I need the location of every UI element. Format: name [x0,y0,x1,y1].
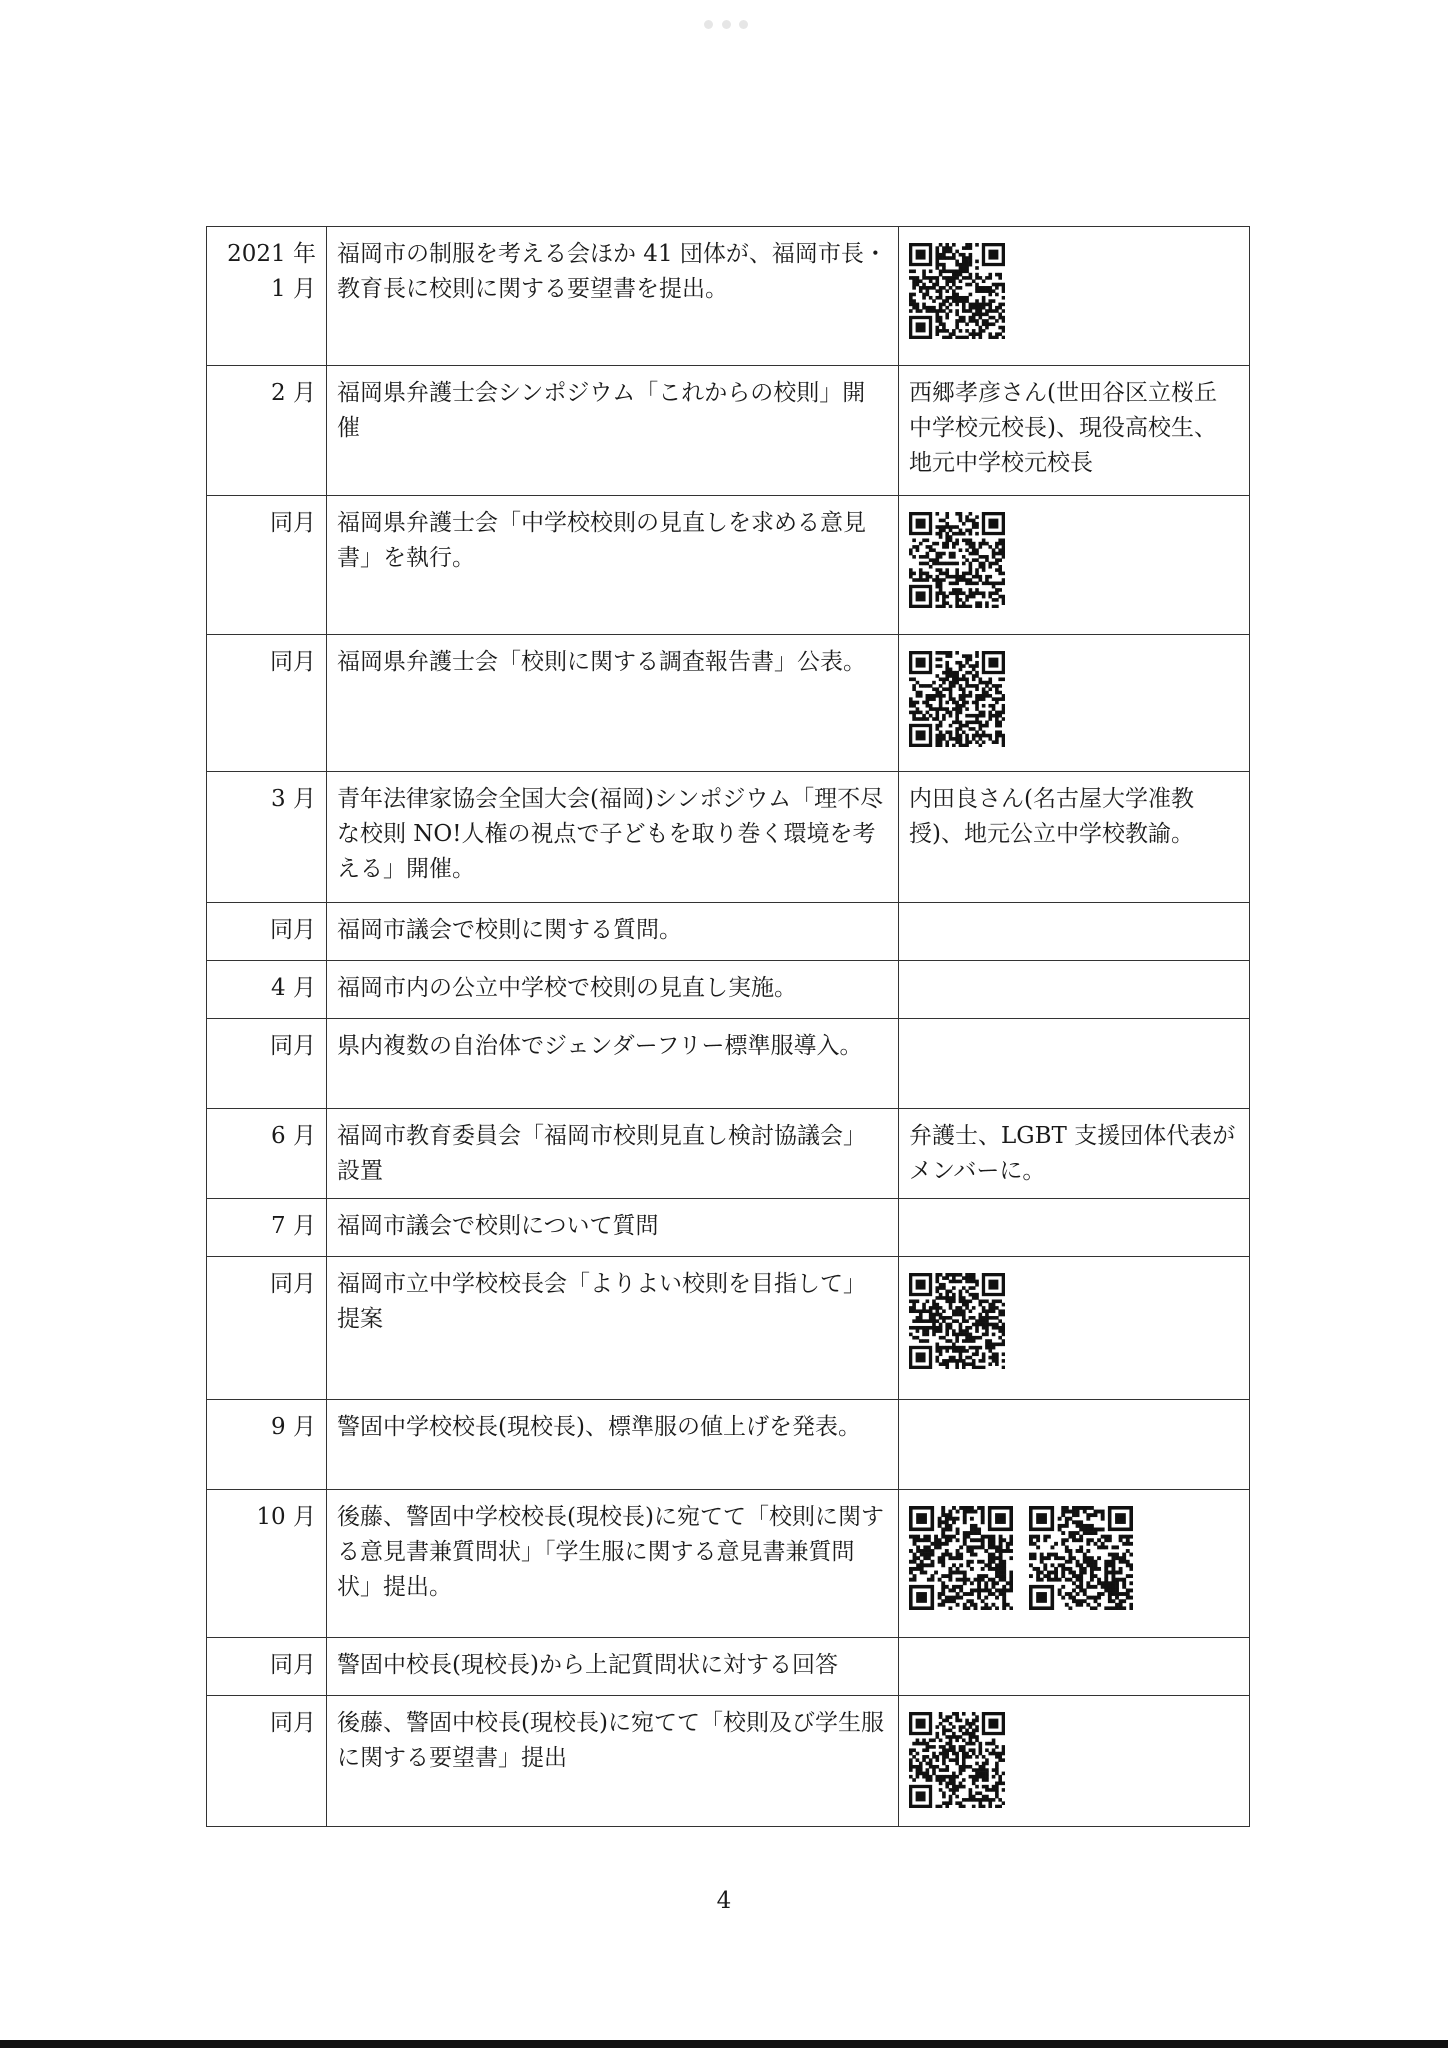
date-cell: 2 月 [207,366,327,496]
table-row [207,635,1250,772]
date-cell: 10 月 [207,1490,327,1638]
table-row [207,227,1250,366]
table-row [207,1109,1250,1199]
date-cell: 9 月 [207,1400,327,1490]
event-cell: 福岡市教育委員会「福岡市校則見直し検討協議会」設置 [327,1109,899,1199]
date-cell: 同月 [207,1257,327,1400]
qr-code-icon[interactable] [909,512,1005,608]
table-row [207,1199,1250,1257]
qr-code-icon[interactable] [909,243,1005,339]
date-cell: 2021 年 1 月 [207,227,327,366]
table-row [207,903,1250,961]
date-cell: 同月 [207,1696,327,1827]
date-cell: 4 月 [207,961,327,1019]
note-cell: 内田良さん(名古屋大学准教授)、地元公立中学校教諭。 [899,772,1250,903]
date-cell: 同月 [207,1019,327,1109]
date-cell: 7 月 [207,1199,327,1257]
table-row [207,496,1250,635]
note-cell [899,227,1250,366]
event-cell: 青年法律家協会全国大会(福岡)シンポジウム「理不尽な校則 NO!人権の視点で子どもを取り巻く環境を考える」開催。 [327,772,899,903]
table-row [207,1696,1250,1827]
date-cell: 同月 [207,635,327,772]
event-cell: 福岡市議会で校則に関する質問。 [327,903,899,961]
table-row [207,366,1250,496]
note-cell: 弁護士、LGBT 支援団体代表がメンバーに。 [899,1109,1250,1199]
page-number: 4 [716,1888,732,1914]
note-cell [899,1019,1250,1109]
note-cell [899,961,1250,1019]
qr-code-icon[interactable] [909,1273,1005,1369]
date-cell: 同月 [207,496,327,635]
note-cell [899,496,1250,635]
table-row [207,1257,1250,1400]
table-row [207,1400,1250,1490]
date-cell: 同月 [207,1638,327,1696]
table-row [207,961,1250,1019]
event-cell: 福岡市内の公立中学校で校則の見直し実施。 [327,961,899,1019]
note-cell [899,635,1250,772]
date-cell: 3 月 [207,772,327,903]
timeline-table [206,226,1250,1827]
event-cell: 福岡市の制服を考える会ほか 41 団体が、福岡市長・教育長に校則に関する要望書を提出。 [327,227,899,366]
table-row [207,772,1250,903]
note-cell: 西郷孝彦さん(世田谷区立桜丘中学校元校長)、現役高校生、地元中学校元校長 [899,366,1250,496]
table-row [207,1490,1250,1638]
date-cell: 6 月 [207,1109,327,1199]
event-cell: 福岡市立中学校校長会「よりよい校則を目指して」提案 [327,1257,899,1400]
note-cell [899,1490,1250,1638]
note-cell [899,1696,1250,1827]
qr-code-icon[interactable] [1029,1506,1133,1610]
event-cell: 福岡県弁護士会「中学校校則の見直しを求める意見書」を執行。 [327,496,899,635]
page-indicator-dots [704,20,748,30]
note-cell [899,1400,1250,1490]
note-cell [899,1199,1250,1257]
table-row [207,1638,1250,1696]
note-cell [899,903,1250,961]
event-cell: 福岡県弁護士会シンポジウム「これからの校則」開催 [327,366,899,496]
event-cell: 後藤、警固中校長(現校長)に宛てて「校則及び学生服に関する要望書」提出 [327,1696,899,1827]
note-cell [899,1257,1250,1400]
event-cell: 警固中学校校長(現校長)、標準服の値上げを発表。 [327,1400,899,1490]
event-cell: 警固中校長(現校長)から上記質問状に対する回答 [327,1638,899,1696]
bottom-edge [0,2040,1448,2048]
table-row [207,1019,1250,1109]
event-cell: 後藤、警固中学校校長(現校長)に宛てて「校則に関する意見書兼質問状」「学生服に関する意見書兼質問状」提出。 [327,1490,899,1638]
note-cell [899,1638,1250,1696]
date-cell: 同月 [207,903,327,961]
event-cell: 福岡県弁護士会「校則に関する調査報告書」公表。 [327,635,899,772]
qr-code-icon[interactable] [909,1506,1013,1610]
qr-code-icon[interactable] [909,651,1005,747]
event-cell: 県内複数の自治体でジェンダーフリー標準服導入。 [327,1019,899,1109]
event-cell: 福岡市議会で校則について質問 [327,1199,899,1257]
qr-code-icon[interactable] [909,1712,1005,1808]
